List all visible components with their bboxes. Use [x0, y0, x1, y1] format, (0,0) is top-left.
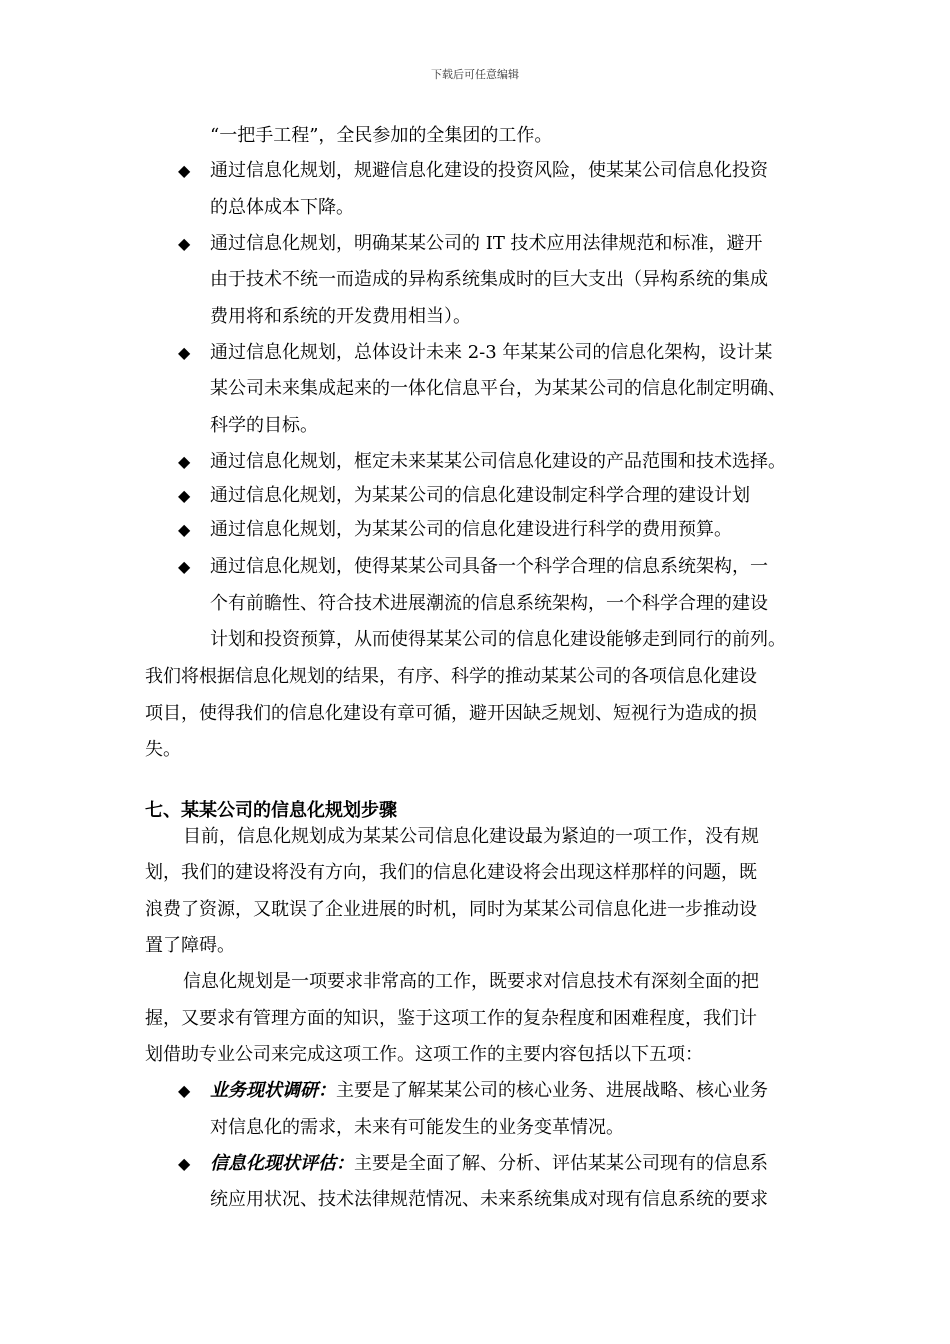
line-text: 通过信息化规划，为某某公司的信息化建设制定科学合理的建设计划: [210, 485, 750, 506]
line-text: 主要是了解某某公司的核心业务、进展战略、核心业务: [336, 1080, 768, 1101]
line-text: 目前，信息化规划成为某某公司信息化建设最为紧迫的一项工作，没有规: [183, 826, 759, 847]
text-line: [210, 593, 768, 615]
text-line: [210, 125, 552, 147]
line-text: 费用将和系统的开发费用相当）。: [210, 306, 471, 327]
text-line: [145, 935, 235, 957]
line-text: “一把手工程”，全民参加的全集团的工作。: [210, 125, 553, 146]
line-text: 划借助专业公司来完成这项工作。这项工作的主要内容包括以下五项：: [145, 1044, 703, 1065]
line-text: 七、某某公司的信息化规划步骤: [145, 800, 397, 821]
text-line: [145, 1044, 703, 1066]
bullet-icon: ◆: [178, 161, 191, 180]
text-line: [210, 1080, 768, 1102]
text-line: [210, 1153, 768, 1175]
text-line: [145, 703, 757, 725]
text-line: [210, 233, 763, 255]
text-line: [210, 160, 768, 182]
text-line: [183, 971, 759, 993]
bullet-icon: ◆: [178, 452, 191, 471]
text-line: [183, 826, 759, 848]
line-text: 通过信息化规划，总体设计未来 2-3 年某某公司的信息化架构，设计某: [210, 342, 773, 363]
text-line: [210, 519, 732, 541]
bullet-icon: ◆: [178, 234, 191, 253]
text-line: [210, 485, 750, 507]
line-text: 通过信息化规划，规避信息化建设的投资风险，使某某公司信息化投资: [210, 160, 768, 181]
line-text: 某公司未来集成起来的一体化信息平台，为某某公司的信息化制定明确、: [210, 378, 786, 399]
text-line: [210, 415, 318, 437]
text-line: [210, 556, 768, 578]
line-text: 主要是全面了解、分析、评估某某公司现有的信息系: [354, 1153, 768, 1174]
text-line: [210, 342, 772, 364]
bullet-icon: ◆: [178, 1154, 191, 1173]
text-line: [145, 899, 757, 921]
line-text: 项目，使得我们的信息化建设有章可循，避开因缺乏规划、短视行为造成的损: [145, 703, 757, 724]
text-line: [210, 197, 354, 219]
text-line: [145, 739, 181, 761]
line-text: 通过信息化规划，框定未来某某公司信息化建设的产品范围和技术选择。: [210, 451, 786, 472]
bullet-icon: ◆: [178, 557, 191, 576]
bullet-lead-label: 业务现状调研：: [210, 1080, 336, 1101]
text-line: [145, 666, 757, 688]
line-text: 的总体成本下降。: [210, 197, 354, 218]
text-line: [210, 269, 768, 291]
line-text: 划，我们的建设将没有方向，我们的信息化建设将会出现这样那样的问题，既: [145, 862, 757, 883]
line-text: 计划和投资预算，从而使得某某公司的信息化建设能够走到同行的前列。: [210, 629, 786, 650]
page-header: 下载后可任意编辑: [431, 68, 519, 81]
bullet-icon: ◆: [178, 343, 191, 362]
bullet-icon: ◆: [178, 1081, 191, 1100]
section-heading: [145, 800, 397, 822]
text-line: [210, 451, 786, 473]
text-line: [145, 1008, 757, 1030]
line-text: 统应用状况、技术法律规范情况、未来系统集成对现有信息系统的要求: [210, 1189, 768, 1210]
bullet-lead-label: 信息化现状评估：: [210, 1153, 354, 1174]
text-line: [145, 862, 757, 884]
line-text: 置了障碍。: [145, 935, 235, 956]
text-line: [210, 1117, 624, 1139]
line-text: 失。: [145, 739, 181, 760]
line-text: 我们将根据信息化规划的结果，有序、科学的推动某某公司的各项信息化建设: [145, 666, 757, 687]
bullet-icon: ◆: [178, 486, 191, 505]
line-text: 通过信息化规划，使得某某公司具备一个科学合理的信息系统架构，一: [210, 556, 768, 577]
line-text: 信息化规划是一项要求非常高的工作，既要求对信息技术有深刻全面的把: [183, 971, 759, 992]
line-text: 个有前瞻性、符合技术进展潮流的信息系统架构，一个科学合理的建设: [210, 593, 768, 614]
line-text: 通过信息化规划，明确某某公司的 IT 技术应用法律规范和标准，避开: [210, 233, 763, 254]
line-text: 科学的目标。: [210, 415, 318, 436]
text-line: [210, 629, 786, 651]
bullet-icon: ◆: [178, 520, 191, 539]
text-line: [210, 306, 471, 328]
text-line: [210, 1189, 768, 1211]
text-line: [210, 378, 786, 400]
line-text: 通过信息化规划，为某某公司的信息化建设进行科学的费用预算。: [210, 519, 732, 540]
line-text: 握，又要求有管理方面的知识，鉴于这项工作的复杂程度和困难程度，我们计: [145, 1008, 757, 1029]
line-text: 对信息化的需求，未来有可能发生的业务变革情况。: [210, 1117, 624, 1138]
line-text: 浪费了资源，又耽误了企业进展的时机，同时为某某公司信息化进一步推动设: [145, 899, 757, 920]
line-text: 由于技术不统一而造成的异构系统集成时的巨大支出（异构系统的集成: [210, 269, 768, 290]
